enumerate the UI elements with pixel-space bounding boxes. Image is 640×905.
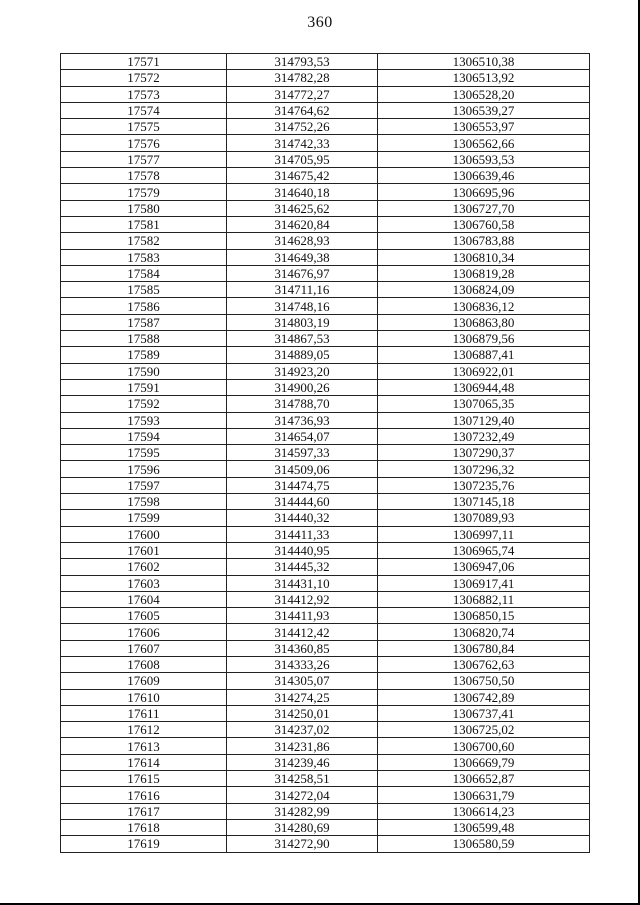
y-coordinate-cell: 1307129,40 bbox=[378, 412, 590, 428]
y-coordinate-cell: 1306922,01 bbox=[378, 363, 590, 379]
point-number-cell: 17609 bbox=[61, 673, 227, 689]
x-coordinate-cell: 314440,32 bbox=[227, 510, 378, 526]
x-coordinate-cell: 314274,25 bbox=[227, 689, 378, 705]
x-coordinate-cell: 314793,53 bbox=[227, 54, 378, 70]
table-row bbox=[61, 396, 590, 412]
point-number-cell: 17613 bbox=[61, 738, 227, 754]
x-coordinate-cell: 314333,26 bbox=[227, 656, 378, 672]
y-coordinate-cell: 1306850,15 bbox=[378, 608, 590, 624]
table-row bbox=[61, 233, 590, 249]
y-coordinate-cell: 1306580,59 bbox=[378, 836, 590, 852]
point-number-cell: 17598 bbox=[61, 494, 227, 510]
x-coordinate-cell: 314803,19 bbox=[227, 314, 378, 330]
table-row bbox=[61, 738, 590, 754]
x-coordinate-cell: 314676,97 bbox=[227, 265, 378, 281]
y-coordinate-cell: 1306780,84 bbox=[378, 640, 590, 656]
x-coordinate-cell: 314772,27 bbox=[227, 86, 378, 102]
point-number-cell: 17577 bbox=[61, 151, 227, 167]
point-number-cell: 17589 bbox=[61, 347, 227, 363]
x-coordinate-cell: 314889,05 bbox=[227, 347, 378, 363]
x-coordinate-cell: 314900,26 bbox=[227, 379, 378, 395]
table-row bbox=[61, 86, 590, 102]
table-row bbox=[61, 445, 590, 461]
x-coordinate-cell: 314411,33 bbox=[227, 526, 378, 542]
y-coordinate-cell: 1306737,41 bbox=[378, 705, 590, 721]
point-number-cell: 17597 bbox=[61, 477, 227, 493]
y-coordinate-cell: 1306836,12 bbox=[378, 298, 590, 314]
table-row bbox=[61, 265, 590, 281]
y-coordinate-cell: 1306510,38 bbox=[378, 54, 590, 70]
x-coordinate-cell: 314640,18 bbox=[227, 184, 378, 200]
y-coordinate-cell: 1307290,37 bbox=[378, 445, 590, 461]
y-coordinate-cell: 1306947,06 bbox=[378, 559, 590, 575]
x-coordinate-cell: 314272,04 bbox=[227, 787, 378, 803]
x-coordinate-cell: 314474,75 bbox=[227, 477, 378, 493]
point-number-cell: 17592 bbox=[61, 396, 227, 412]
point-number-cell: 17579 bbox=[61, 184, 227, 200]
page-number: 360 bbox=[307, 14, 333, 31]
table-row bbox=[61, 787, 590, 803]
y-coordinate-cell: 1307232,49 bbox=[378, 428, 590, 444]
y-coordinate-cell: 1306513,92 bbox=[378, 70, 590, 86]
x-coordinate-cell: 314654,07 bbox=[227, 428, 378, 444]
x-coordinate-cell: 314782,28 bbox=[227, 70, 378, 86]
y-coordinate-cell: 1306750,50 bbox=[378, 673, 590, 689]
point-number-cell: 17583 bbox=[61, 249, 227, 265]
x-coordinate-cell: 314675,42 bbox=[227, 168, 378, 184]
table-row bbox=[61, 347, 590, 363]
point-number-cell: 17618 bbox=[61, 819, 227, 835]
x-coordinate-cell: 314597,33 bbox=[227, 445, 378, 461]
table-row bbox=[61, 412, 590, 428]
coordinates-table bbox=[60, 53, 590, 853]
x-coordinate-cell: 314239,46 bbox=[227, 754, 378, 770]
y-coordinate-cell: 1306614,23 bbox=[378, 803, 590, 819]
point-number-cell: 17608 bbox=[61, 656, 227, 672]
y-coordinate-cell: 1307296,32 bbox=[378, 461, 590, 477]
y-coordinate-cell: 1306879,56 bbox=[378, 331, 590, 347]
table-row bbox=[61, 542, 590, 558]
y-coordinate-cell: 1307145,18 bbox=[378, 494, 590, 510]
table-row bbox=[61, 200, 590, 216]
table-row bbox=[61, 673, 590, 689]
point-number-cell: 17580 bbox=[61, 200, 227, 216]
y-coordinate-cell: 1306539,27 bbox=[378, 102, 590, 118]
x-coordinate-cell: 314788,70 bbox=[227, 396, 378, 412]
table-row bbox=[61, 363, 590, 379]
x-coordinate-cell: 314748,16 bbox=[227, 298, 378, 314]
table-row bbox=[61, 151, 590, 167]
point-number-cell: 17593 bbox=[61, 412, 227, 428]
x-coordinate-cell: 314444,60 bbox=[227, 494, 378, 510]
x-coordinate-cell: 314705,95 bbox=[227, 151, 378, 167]
point-number-cell: 17599 bbox=[61, 510, 227, 526]
table-row bbox=[61, 608, 590, 624]
x-coordinate-cell: 314628,93 bbox=[227, 233, 378, 249]
table-row bbox=[61, 705, 590, 721]
point-number-cell: 17584 bbox=[61, 265, 227, 281]
y-coordinate-cell: 1306824,09 bbox=[378, 282, 590, 298]
point-number-cell: 17594 bbox=[61, 428, 227, 444]
table-row bbox=[61, 249, 590, 265]
table-row bbox=[61, 298, 590, 314]
y-coordinate-cell: 1306882,11 bbox=[378, 591, 590, 607]
point-number-cell: 17617 bbox=[61, 803, 227, 819]
y-coordinate-cell: 1306863,80 bbox=[378, 314, 590, 330]
y-coordinate-cell: 1306887,41 bbox=[378, 347, 590, 363]
y-coordinate-cell: 1306810,34 bbox=[378, 249, 590, 265]
point-number-cell: 17586 bbox=[61, 298, 227, 314]
y-coordinate-cell: 1306762,63 bbox=[378, 656, 590, 672]
table-row bbox=[61, 184, 590, 200]
x-coordinate-cell: 314742,33 bbox=[227, 135, 378, 151]
point-number-cell: 17576 bbox=[61, 135, 227, 151]
table-row bbox=[61, 559, 590, 575]
table-row bbox=[61, 477, 590, 493]
y-coordinate-cell: 1306783,88 bbox=[378, 233, 590, 249]
point-number-cell: 17582 bbox=[61, 233, 227, 249]
point-number-cell: 17601 bbox=[61, 542, 227, 558]
point-number-cell: 17591 bbox=[61, 379, 227, 395]
point-number-cell: 17615 bbox=[61, 771, 227, 787]
y-coordinate-cell: 1306593,53 bbox=[378, 151, 590, 167]
y-coordinate-cell: 1306997,11 bbox=[378, 526, 590, 542]
x-coordinate-cell: 314752,26 bbox=[227, 119, 378, 135]
x-coordinate-cell: 314412,92 bbox=[227, 591, 378, 607]
y-coordinate-cell: 1306700,60 bbox=[378, 738, 590, 754]
x-coordinate-cell: 314440,95 bbox=[227, 542, 378, 558]
y-coordinate-cell: 1306599,48 bbox=[378, 819, 590, 835]
table-row bbox=[61, 656, 590, 672]
x-coordinate-cell: 314231,86 bbox=[227, 738, 378, 754]
coordinates-table-body bbox=[61, 54, 590, 853]
point-number-cell: 17588 bbox=[61, 331, 227, 347]
point-number-cell: 17587 bbox=[61, 314, 227, 330]
y-coordinate-cell: 1307089,93 bbox=[378, 510, 590, 526]
table-row bbox=[61, 54, 590, 70]
table-row bbox=[61, 70, 590, 86]
table-row bbox=[61, 591, 590, 607]
x-coordinate-cell: 314250,01 bbox=[227, 705, 378, 721]
y-coordinate-cell: 1306652,87 bbox=[378, 771, 590, 787]
point-number-cell: 17611 bbox=[61, 705, 227, 721]
table-row bbox=[61, 624, 590, 640]
y-coordinate-cell: 1306917,41 bbox=[378, 575, 590, 591]
point-number-cell: 17607 bbox=[61, 640, 227, 656]
x-coordinate-cell: 314360,85 bbox=[227, 640, 378, 656]
y-coordinate-cell: 1306820,74 bbox=[378, 624, 590, 640]
point-number-cell: 17595 bbox=[61, 445, 227, 461]
point-number-cell: 17604 bbox=[61, 591, 227, 607]
x-coordinate-cell: 314305,07 bbox=[227, 673, 378, 689]
x-coordinate-cell: 314620,84 bbox=[227, 216, 378, 232]
table-row bbox=[61, 836, 590, 852]
table-row bbox=[61, 282, 590, 298]
x-coordinate-cell: 314736,93 bbox=[227, 412, 378, 428]
table-row bbox=[61, 526, 590, 542]
table-row bbox=[61, 640, 590, 656]
table-row bbox=[61, 314, 590, 330]
point-number-cell: 17606 bbox=[61, 624, 227, 640]
table-row bbox=[61, 722, 590, 738]
table-row bbox=[61, 135, 590, 151]
y-coordinate-cell: 1306760,58 bbox=[378, 216, 590, 232]
y-coordinate-cell: 1306965,74 bbox=[378, 542, 590, 558]
x-coordinate-cell: 314411,93 bbox=[227, 608, 378, 624]
point-number-cell: 17574 bbox=[61, 102, 227, 118]
point-number-cell: 17605 bbox=[61, 608, 227, 624]
y-coordinate-cell: 1306639,46 bbox=[378, 168, 590, 184]
point-number-cell: 17602 bbox=[61, 559, 227, 575]
point-number-cell: 17572 bbox=[61, 70, 227, 86]
point-number-cell: 17590 bbox=[61, 363, 227, 379]
table-row bbox=[61, 331, 590, 347]
x-coordinate-cell: 314509,06 bbox=[227, 461, 378, 477]
point-number-cell: 17610 bbox=[61, 689, 227, 705]
table-row bbox=[61, 689, 590, 705]
table-row bbox=[61, 428, 590, 444]
table-row bbox=[61, 102, 590, 118]
y-coordinate-cell: 1306528,20 bbox=[378, 86, 590, 102]
point-number-cell: 17573 bbox=[61, 86, 227, 102]
x-coordinate-cell: 314237,02 bbox=[227, 722, 378, 738]
y-coordinate-cell: 1306695,96 bbox=[378, 184, 590, 200]
y-coordinate-cell: 1306819,28 bbox=[378, 265, 590, 281]
x-coordinate-cell: 314649,38 bbox=[227, 249, 378, 265]
x-coordinate-cell: 314764,62 bbox=[227, 102, 378, 118]
table-row bbox=[61, 575, 590, 591]
point-number-cell: 17575 bbox=[61, 119, 227, 135]
point-number-cell: 17578 bbox=[61, 168, 227, 184]
x-coordinate-cell: 314282,99 bbox=[227, 803, 378, 819]
y-coordinate-cell: 1306562,66 bbox=[378, 135, 590, 151]
point-number-cell: 17571 bbox=[61, 54, 227, 70]
x-coordinate-cell: 314258,51 bbox=[227, 771, 378, 787]
x-coordinate-cell: 314280,69 bbox=[227, 819, 378, 835]
y-coordinate-cell: 1307235,76 bbox=[378, 477, 590, 493]
x-coordinate-cell: 314431,10 bbox=[227, 575, 378, 591]
table-row bbox=[61, 168, 590, 184]
point-number-cell: 17581 bbox=[61, 216, 227, 232]
y-coordinate-cell: 1306944,48 bbox=[378, 379, 590, 395]
table-row bbox=[61, 461, 590, 477]
x-coordinate-cell: 314445,32 bbox=[227, 559, 378, 575]
point-number-cell: 17614 bbox=[61, 754, 227, 770]
x-coordinate-cell: 314272,90 bbox=[227, 836, 378, 852]
x-coordinate-cell: 314923,20 bbox=[227, 363, 378, 379]
y-coordinate-cell: 1306742,89 bbox=[378, 689, 590, 705]
table-row bbox=[61, 754, 590, 770]
table-row bbox=[61, 379, 590, 395]
point-number-cell: 17612 bbox=[61, 722, 227, 738]
y-coordinate-cell: 1307065,35 bbox=[378, 396, 590, 412]
point-number-cell: 17596 bbox=[61, 461, 227, 477]
point-number-cell: 17600 bbox=[61, 526, 227, 542]
x-coordinate-cell: 314867,53 bbox=[227, 331, 378, 347]
x-coordinate-cell: 314625,62 bbox=[227, 200, 378, 216]
point-number-cell: 17603 bbox=[61, 575, 227, 591]
point-number-cell: 17616 bbox=[61, 787, 227, 803]
x-coordinate-cell: 314711,16 bbox=[227, 282, 378, 298]
table-row bbox=[61, 510, 590, 526]
y-coordinate-cell: 1306553,97 bbox=[378, 119, 590, 135]
table-row bbox=[61, 494, 590, 510]
point-number-cell: 17585 bbox=[61, 282, 227, 298]
table-row bbox=[61, 216, 590, 232]
table-row bbox=[61, 819, 590, 835]
y-coordinate-cell: 1306727,70 bbox=[378, 200, 590, 216]
table-row bbox=[61, 119, 590, 135]
point-number-cell: 17619 bbox=[61, 836, 227, 852]
x-coordinate-cell: 314412,42 bbox=[227, 624, 378, 640]
y-coordinate-cell: 1306631,79 bbox=[378, 787, 590, 803]
y-coordinate-cell: 1306669,79 bbox=[378, 754, 590, 770]
y-coordinate-cell: 1306725,02 bbox=[378, 722, 590, 738]
table-row bbox=[61, 803, 590, 819]
table-row bbox=[61, 771, 590, 787]
